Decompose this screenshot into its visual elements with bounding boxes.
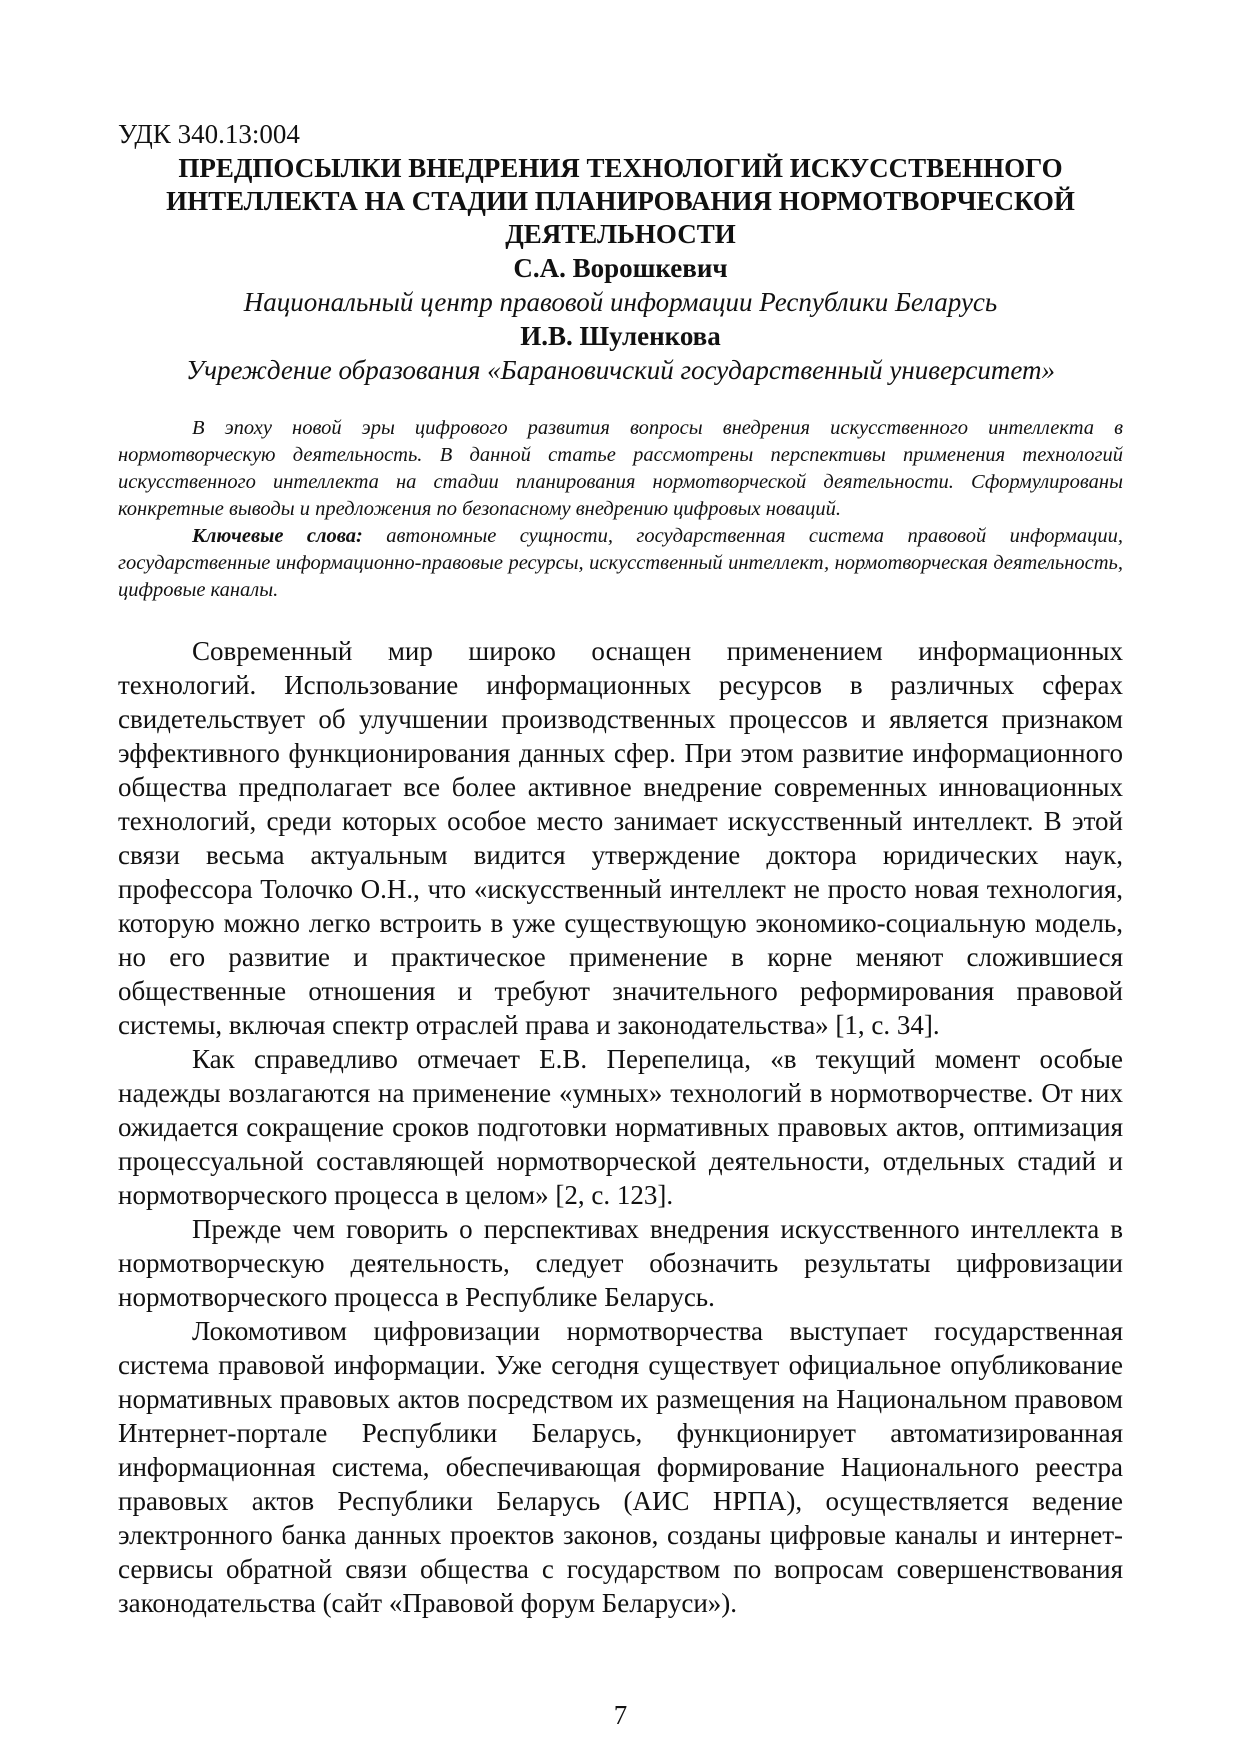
page-number: 7	[613, 1700, 628, 1730]
abstract-text: В эпоху новой эры цифрового развития вопросы внедрения искусственного интеллекта в нормотворческую деятельность. В данной статье рассмотрены перспективы применения технологий искусственного интеллекта на стадии планирования нормотворческой деятельности. Сформулированы конкретные выводы и предложения по безопасному внедрению цифровых новаций.	[118, 417, 1123, 520]
keywords-list: автономные сущности, государственная система правовой информации, государственные информационно-правовые ресурсы, искусственный интеллект, нормотворческая деятельность, цифровые каналы.	[118, 525, 1123, 601]
author-name-1: С.А. Ворошкевич	[513, 253, 728, 283]
body-paragraph: Прежде чем говорить о перспективах внедрения искусственного интеллекта в нормотворческую деятельность, следует обозначить результаты цифровизации нормотворческого процесса в Республике Беларусь.	[118, 1214, 1123, 1312]
body-paragraph: Современный мир широко оснащен применением информационных технологий. Использование информационных ресурсов в различных сферах свидетельствует об улучшении производственных процессов и является признаком эффективного функционирования данных сфер. При этом развитие информационного общества предполагает все более активное внедрение современных инновационных технологий, среди которых особое место занимает искусственный интеллект. В этой связи весьма актуальным видится утверждение доктора юридических наук, профессора Толочко О.Н., что «искусственный интеллект не просто новая технология, которую можно легко встроить в уже существующую экономико-социальную модель, но его развитие и практическое применение в корне меняют сложившиеся общественные отношения и требуют значительного реформирования правовой системы, включая спектр отраслей права и законодательства» [1, с. 34].	[118, 636, 1123, 1040]
keywords-label: Ключевые слова:	[192, 525, 363, 547]
author-affiliation-2: Учреждение образования «Барановичский государственный университет»	[185, 355, 1056, 385]
author-name-2: И.В. Шуленкова	[520, 321, 721, 351]
article-page	[118, 118, 1123, 1620]
author-affiliation-1: Национальный центр правовой информации Республики Беларусь	[243, 287, 998, 317]
udk-code: УДК 340.13:004	[118, 119, 300, 149]
article-body	[118, 634, 1123, 1620]
body-paragraph: Как справедливо отмечает Е.В. Перепелица, «в текущий момент особые надежды возлагаются на применение «умных» технологий в нормотворчестве. От них ожидается сокращение сроков подготовки нормативных правовых актов, оптимизация процессуальной составляющей нормотворческой деятельности, отдельных стадий и нормотворческого процесса в целом» [2, с. 123].	[118, 1044, 1123, 1210]
abstract	[118, 415, 1123, 604]
body-paragraph: Локомотивом цифровизации нормотворчества выступает государственная система правовой информации. Уже сегодня существует официальное опубликование нормативных правовых актов посредством их размещения на Национальном правовом Интернет-портале Республики Беларусь, функционирует автоматизированная информационная система, обеспечивающая формирование Национального реестра правовых актов Республики Беларусь (АИС НРПА), осуществляется ведение электронного банка данных проектов законов, созданы цифровые каналы и интернет-сервисы обратной связи общества с государством по вопросам совершенствования законодательства (сайт «Правовой форум Беларуси»).	[118, 1316, 1123, 1618]
keywords-paragraph	[118, 523, 1123, 604]
article-title: ПРЕДПОСЫЛКИ ВНЕДРЕНИЯ ТЕХНОЛОГИЙ ИСКУССТВЕННОГО ИНТЕЛЛЕКТА НА СТАДИИ ПЛАНИРОВАНИЯ НОРМОТВОРЧЕСКОЙ ДЕЯТЕЛЬНОСТИ	[166, 153, 1075, 249]
